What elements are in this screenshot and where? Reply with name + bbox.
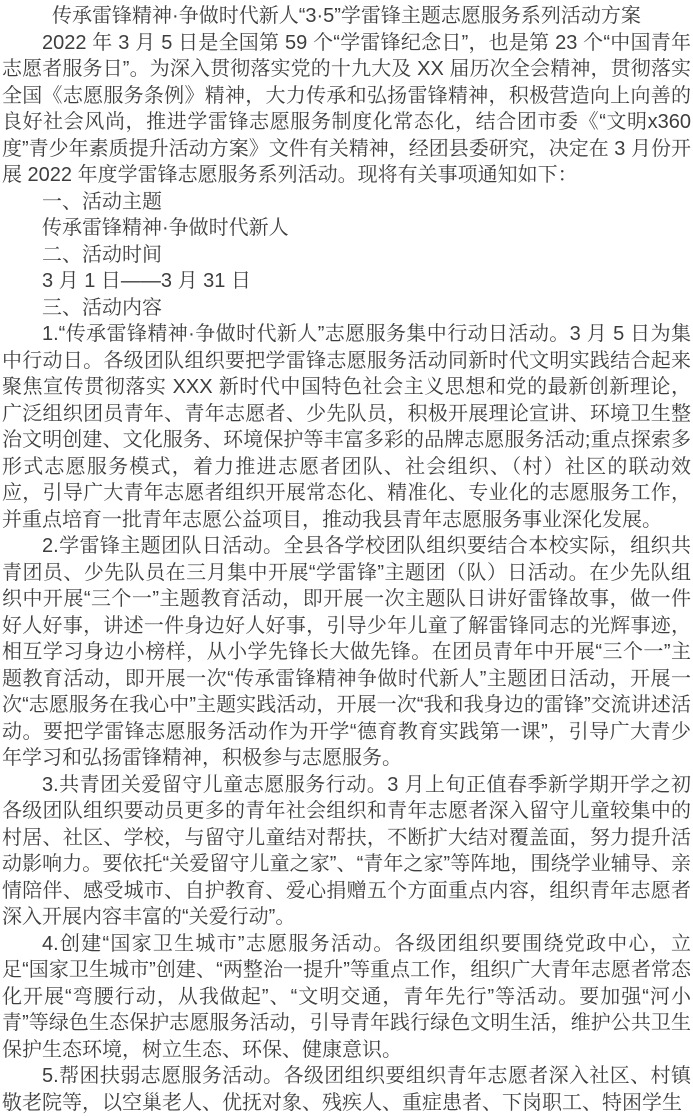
section-2-heading: 二、活动时间 [42,243,162,266]
intro-paragraph: 2022 年 3 月 5 日是全国第 59 个“学雷锋纪念日”，也是第 23 个“中国青年志愿者服务日”。为深入贯彻落实党的十九大及 XX 届历次全会精神，贯彻落实全国《志愿服务条例》精神，大力传承和弘扬雷锋精神，积极营造向上向善的良好社会风尚，推进学雷锋志愿服务制度化常态化，结合团市委《“文明x360 度”青少年素质提升活动方案》文件有关精神，经团县委研究，决定在 3 月份开展 2022 年度学雷锋志愿服务系列活动。现将有关事项通知如下： [2,31,691,186]
activity-item-1: 1.“传承雷锋精神·争做时代新人”志愿服务集中行动日活动。3 月 5 日为集中行动日。各级团队组织要把学雷锋志愿服务活动同新时代文明实践结合起来聚焦宣传贯彻落实 XXX 新时代中国特色社会主义思想和党的最新创新理论，广泛组织团员青年、青年志愿者、少先队员，积极开展理论宣讲、环境卫生整治文明创建、文化服务、环境保护等丰富多彩的品牌志愿服务活动;重点探索多形式志愿服务模式，着力推进志愿者团队、社会组织、（村）社区的联动效应，引导广大青年志愿者组织开展常态化、精准化、专业化的志愿服务工作，并重点培育一批青年志愿公益项目，推动我县青年志愿服务事业深化发展。 [2,323,691,531]
document-title: 传承雷锋精神·争做时代新人“3·5”学雷锋主题志愿服务系列活动方案 [52,5,641,27]
section-1-body: 传承雷锋精神·争做时代新人 [42,217,289,239]
activity-item-4: 4.创建“国家卫生城市”志愿服务活动。各级团组织要围绕党政中心，立足“国家卫生城市”创建、“两整治一提升”等重点工作，组织广大青年志愿者常态化开展“弯腰行动，从我做起”、“文明交通，青年先行”等活动。要加强“河小青”等绿色生态保护志愿服务活动，引导青年践行绿色文明生活，维护公共卫生保护生态环境，树立生态、环保、健康意识。 [2,932,691,1061]
activity-item-5: 5.帮困扶弱志愿服务活动。各级团组织要组织青年志愿者深入社区、村镇敬老院等，以空巢老人、优抚对象、残疾人、重症患者、下岗职工、特困学生 [2,1065,691,1114]
section-1-heading: 一、活动主题 [42,190,162,213]
activity-item-3: 3.共青团关爱留守儿童志愿服务行动。3 月上旬正值春季新学期开学之初各级团队组织要动员更多的青年社会组织和青年志愿者深入留守儿童较集中的村居、社区、学校，与留守儿童结对帮扶，不断扩大结对覆盖面，努力提升活动影响力。要依托“关爱留守儿童之家”、“青年之家”等阵地，围绕学业辅导、亲情陪伴、感受城市、自护教育、爱心捐赠五个方面重点内容，组织青年志愿者深入开展内容丰富的“关爱行动”。 [2,773,691,928]
section-2-body: 3 月 1 日——3 月 31 日 [42,270,251,292]
section-3-heading: 三、活动内容 [42,296,162,319]
activity-item-2: 2.学雷锋主题团队日活动。全县各学校团队组织要结合本校实际，组织共青团员、少先队员在三月集中开展“学雷锋”主题团（队）日活动。在少先队组织中开展“三个一”主题教育活动，即开展一次主题队日讲好雷锋故事，做一件好人好事，讲述一件身边好人好事，引导少年儿童了解雷锋同志的光辉事迹，相互学习身边小榜样，从小学先锋长大做先锋。在团员青年中开展“三个一”主题教育活动，即开展一次“传承雷锋精神争做时代新人”主题团日活动，开展一次“志愿服务在我心中”主题实践活动，开展一次“我和我身边的雷锋”交流讲述活动。要把学雷锋志愿服务活动作为开学“德育教育实践第一课”，引导广大青少年学习和弘扬雷锋精神，积极参与志愿服务。 [2,535,691,769]
